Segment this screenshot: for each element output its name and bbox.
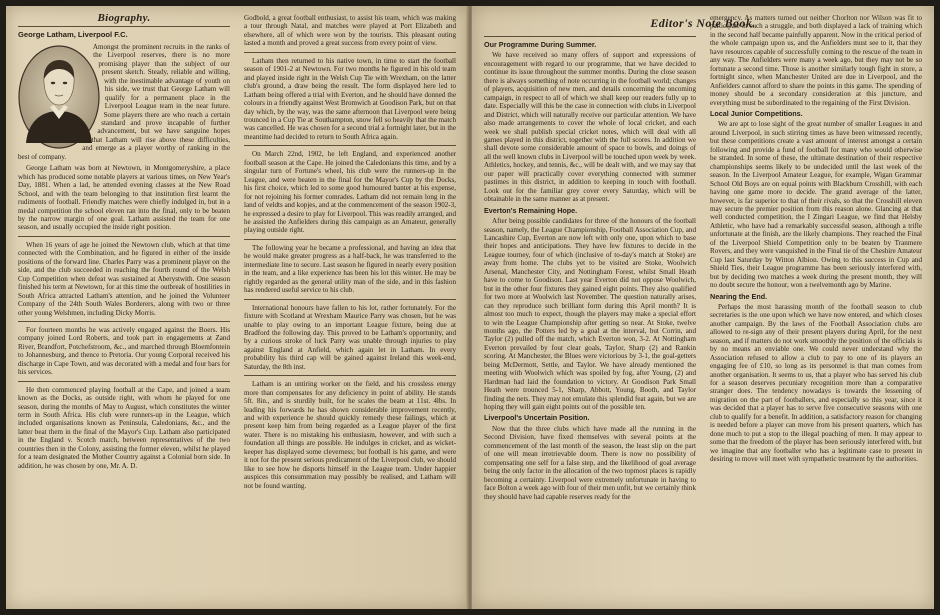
note-paragraph: Perhaps the most harassing month of the football season to club secretaries is the one upon which we have now entered, and which closes another campaign. By the laws of the Football Association clubs are allowed to re-sign any of their present players during April, for the next season, and if matters do not work smoothly the position of the officials is by no means an enviable one. We could never understand why the Association refused to allow a club to pay to one of its players an engaging fee of £10, so long as its personnel is that man comes from another organisation. It seems to us, that a player who has served his club for a season deserves pecuniary recognition more than a comparative stranger does. The tendency nowadays is towards the lessening of migration on the part of footballers, and especially so this year, since it was decided that a player has to serve five consecutive seasons with one club to qualify for a benefit. In addition, a satisfactory reason for changing is needed before a player can move from his present quarters, which has done much to put a stop to the illegal poaching of men. It may appear to some that the freedom of the player has been seriously interfered with, but we imagine that any footballer who has a legitimate case to present in desiring to move will meet with sympathetic treatment by the authorities. bbox=[710, 302, 922, 464]
note-paragraph: After being possible candidates for three of the honours of the football season, namely, the League Championship, Football Association Cup, and Lancashire Cup, Everton are now left with only one, upon which to base their hopes and anticipations. They have few fixtures to decide in the League tourney, four of which (inclusive of to-day's match at Stoke) are away from home. The clubs yet to be visited are Stoke, Woolwich Arsenal, Manchester City, and Nottingham Forest, whilst Small Heath have to come to Goodison. Last year Everton did not oppose Woolwich, but in the other four fixtures they gained eight points. They also qualified for two more at Woolwich last November. The question naturally arises, can they reproduce such brilliant form during this April month? It is almost too much to expect, though the players may make a special effort to win the League Championship after getting so near. At Stoke, twelve months ago, the Potters led by a goal at the interval, but Corrin, and Taylor (2) pulled off the match, which Everton won, 3-2. At Nottingham Everton prevailed by four clear goals, Taylor, Sharp (2) and Rankin scoring. At Manchester, the Blues were victorious by 3-1, the goal-getters being McDermott, Settle, and Taylor. We have already mentioned the meeting with Woolwich which was spoiled by fog, after Young, (2) and Hardman had laid the foundation to victory. At Goodison Park Small Heath were trounced 5-1, Sharp, Abbott, Young, Booth, and Taylor finding the nets. They may not emulate this splendid feat again, but we are hoping they will gain eight points out of the possible ten. bbox=[484, 217, 696, 412]
biography-heading: Biography. bbox=[97, 14, 151, 24]
note-paragraph: We are apt to lose sight of the great number of smaller Leagues in and around Liverpool, in such stirring times as have been witnessed recently, but these competitions create a vast amount of interest amongst a certain following and provide a fund of football for many who would otherwise be stranded. In some of these, the ultimate destination of their respective championships seems likely to be undecided until the last week of the season. In the Liverpool Amateur League, for example, Wigan Grammar School Old Boys are on equal points with Blackburn Crosshill, with each having one game more to decide. The grand average of the latter, however, is far superior to that of their rivals, so that the Crosshill eleven may secure the premier position from this reason alone. Glancing at that well conducted competition, the I Zingari League, we find that Helsby Athletic, who have had a remarkably successful season, although a trifle unfortunate at the finish, are the likely champions. They reached the Final of the Liverpool Shield Competition only to be beaten by Tranmere Rovers, and they were vanquished in the Final tie of the Cheshire Amateur Cup last Saturday by Witton Albion. Owing to this success in Cup and Shield Ties, their League programme has been seriously interfered with, but by deciding two matches a week during the present month, they will no doubt secure the honour, won a twelvemonth ago by Marine. bbox=[710, 120, 922, 290]
player-portrait bbox=[18, 45, 100, 149]
section-heading-everton: Everton's Remaining Hope. bbox=[484, 205, 578, 215]
biography-column-2 bbox=[244, 14, 456, 605]
left-page bbox=[6, 6, 468, 609]
section-heading-junior: Local Junior Competitions. bbox=[710, 108, 803, 118]
bio-paragraph: For fourteen months he was actively engaged against the Boers. His company joined Lord Roberts, and took part in engagements at Zand River, Brandfort, Potchefstroom, &c., and marched through Bloemfontein to Johannesburg, and thence to Pretoria. Our young Corporal received his discharge in Cape Town, and was decorated with a medal and four bars for his services. bbox=[18, 325, 230, 377]
bio-paragraph: When 16 years of age he joined the Newtown club, which at that time connected with the Combination, and he figured in either of the inside positions of the forward line. Charles Parry was a prominent player on the side, and the club succeeded in reaching the fourth round of the Welsh Cup Competition when defeat was sustained at Aberystwith. One season finished his term at Newtown, for at this time the outbreak of hostilities in South Africa attracted Latham's attention, and he joined the Volunteer Company of the 24th South Wales Borderers, along with two or three other young Welshmen, including Dicky Morris. bbox=[18, 240, 230, 317]
bio-paragraph: Latham then returned to his native town, in time to start the football season of 1901-2 at Newtown. For two months he figured in his old team and played inside right in the Welsh Cup Tie with Wrexham, on the latter club's ground, a draw being the result. The form displayed here led to Latham being offered a trial with Everton, and he should have donned the colours in a friendly against West Bromwich at Goodison Park, but on that day which, by the way, was the same afternoon that Liverpool were being trounced in a Cup Tie at Southampton, snow fell so heavily that the match was cancelled. He was chosen for a second trial a fortnight later, but in the meantime had decided to return to South Africa again. bbox=[244, 56, 456, 141]
bio-paragraph: The following year he became a professional, and having an idea that he would make greater progress as a half-back, he was transferred to the intermediate line to secure. Last season he figured in nearly every position in the team, and a like experience has been his lot this winter. He may be rightly regarded as the general utility man of the side, and in this fashion has rendered useful service to his club. bbox=[244, 243, 456, 295]
section-rule bbox=[18, 236, 230, 237]
heading-rule bbox=[484, 36, 696, 37]
note-paragraph: Now that the three clubs which have made all the running in the Second Division, have fixed themselves with several points at the commencement of the last month of the season, the least slip on the part of one will mean irretrievable doom. There is now no possibility of compensating one self for a false step, and the likelihood of goal average being the only factor in the allocation of the two topmost places is rapidly becoming a certainty. Liverpool were extremely unfortunate in having to face Bolton a week ago with four of their men unfit, but we certainly think they should have had capable reserves ready for the bbox=[484, 424, 696, 501]
section-rule bbox=[18, 381, 230, 382]
bio-paragraph: George Latham was born at Newtown, in Montgomeryshire, a place which has produced some notable players at various times, on New Year's Day, 1881. When a lad, he attended evening classes at the New Road School, and with the team belonging to that institution first learnt the rudiments of football. Friendly matches were chiefly indulged in, but in a medal competition the school eleven ran into the final, only to be beaten by the narrow margin of one goal. Latham assisted the team for one season, and usually occupied the inside right position. bbox=[18, 164, 230, 232]
heading-rule bbox=[18, 26, 230, 27]
notes-column-2 bbox=[710, 14, 922, 605]
note-paragraph: emergency. As matters turned out neither Chorlton nor Wilson was fit to participate in such a struggle, and both displayed a lack of training which in the second half became painfully apparent. Now in the critical period of the whole campaign upon us, and the Anfielders must see to it, that they have resources capable of successfully coming to the rescue of the team in any way. The Anfielders were many a week ago, but they may not be so fortunate a second time. Those is another similarly tough fight in store, a fortnight since, when Manchester United are due in Liverpool, and the Anfielders cannot afford to share the points in this game. The spending of money should be a secondary consideration at this juncture, and everything must be subordinated to the regaining of the First Division. bbox=[710, 14, 922, 107]
bio-paragraph: Latham is an untiring worker on the field, and his crossless energy more than compensates for any deficiency in point of ability. He stands 5ft. 8in., and is sturdily built, for he scales the beam at 11st. 4lbs. In leading his forwards he has shown considerable improvement recently, and with experience he should quickly remedy these failings, which at present keep him from being regarded as a League player of the first water. There is no mistaking his enthusiasm, however, and with such a foundation all things are possible. He indulges in cricket, and as wicket-keeper has displayed some cleverness; but football is his game, and were it not for the present serious predicament of the Liverpool club, we should like to see how he disports himself in the League team. Under happier auspices this consummation may possibly be realised, and Latham will not be found wanting. bbox=[244, 380, 456, 490]
bio-paragraph: He then commenced playing football at the Cape, and joined a team known as the Docks, as outside right, with whom he played for one season, during the months of May to August, which constitutes the winter term in South Africa. His club were runners-up in the League, which included organisations known as Peninsula, Caledonians, &c., and the latter beat them in the final of the Mayor's Cup. Latham also participated in the England v. Scotch match, between representatives of the two countries then in the Colony, assisting the former eleven, whilst he played for a team designated the Mother Country against a Colonial born side. In addition, he was chosen by one, Mr. A. D. bbox=[18, 385, 230, 470]
section-rule bbox=[244, 239, 456, 240]
section-heading-liverpool: Liverpool's Uncertain Position. bbox=[484, 413, 590, 423]
bio-paragraph: Amongst the prominent recruits in the ranks of the Liverpool reserves, there is no more promising player than the subject of our present sketch. Steady, reliable and willing, with the inestimable advantage of youth on his side, we trust that George Latham will qualify for a permanent place in the Liverpool League team in the near future. Some players there are who reach a certain standard and prove incapable of further advancement, but we have sanguine hopes that Latham will rise above these difficulties, and emerge as a player worthy of ranking in the best of company. bbox=[18, 42, 230, 161]
section-heading-nearing-end: Nearing the End. bbox=[710, 291, 768, 301]
bio-paragraph: On March 22nd, 1902, he left England, and experienced another football season at the Cape. He joined the Caledonians this time, and by a singular turn of Fortune's wheel, his club were the runners-up in the League, and were beaten in the final for the Mayor's Cup by the Docks, his first choice, which led to some good humoured banter at his expense, for not rejoining his former comrades. Latham did not remain long in the land of veldts and kopjes, and at the commencement of the season 1902-3, he expressed a desire to play for Liverpool. This was readily arranged, and he assisted the Anfielders during this campaign as an Amateur, generally playing outside right. bbox=[244, 150, 456, 235]
section-rule bbox=[244, 299, 456, 300]
note-paragraph: We have received so many offers of support and expressions of encouragement with regard to our programme, that we have decided to continue its issue throughout the summer months. During the close season there is always something of note occurring in the football world; changes of players, acquisition of new men, and details concerning the oncoming campaign, in respect to all of which we shall keep our readers fully up to date. Especially will this be the case in connection with clubs in Liverpool and District, which will naturally receive our particular attention. We have also made arrangements to cover the whole of local cricket, and each week we shall publish special cricket notes, which will deal with all games played in this district, together with the full scores. In addition we shall devote some considerable amount of space to bowls, and doings of all the well known clubs in Liverpool will be touched upon week by week. Athletics, hockey, and tennis, &c., will be dealt with, and we may say that our paper will practically cover everything connected with summer pastimes in this district, in addition to keeping in touch with football. Look out for the familiar grey cover every Saturday, which will be obtainable in the same manner as at present. bbox=[484, 51, 696, 204]
biography-column-1 bbox=[18, 14, 230, 605]
section-rule bbox=[244, 145, 456, 146]
bio-paragraph: Godbold, a great football enthusiast, to assist his team, which was making a tour through Natal, and matches were played at Port Elizabeth and elsewhere, all of which were won by the tourists. This pleasant outing lasted a month and proved a great success from every point of view. bbox=[244, 14, 456, 48]
section-heading-programme: Our Programme During Summer. bbox=[484, 40, 597, 49]
notes-column-1 bbox=[484, 32, 696, 605]
section-rule bbox=[244, 52, 456, 53]
biography-subject: George Latham, Liverpool F.C. bbox=[18, 30, 128, 40]
right-page bbox=[472, 6, 934, 609]
section-rule bbox=[18, 321, 230, 322]
section-rule bbox=[244, 375, 456, 376]
bio-paragraph: International honours have fallen to his lot, rather fortunately. For the fixture with Scotland at Wrexham Maurice Parry was chosen, but he was unable to play owing to an important League fixture, being due at Bradford the following day. This proved to be Latham's opportunity, and by a curious stroke of luck Parry was unable through injuries to play against England at Anfield, which again let in Latham. In every probability his third cap will be gained against Ireland this week-end, Saturday, the 8th inst. bbox=[244, 303, 456, 371]
editor-note-title: Editor's Note Book. bbox=[650, 16, 756, 30]
